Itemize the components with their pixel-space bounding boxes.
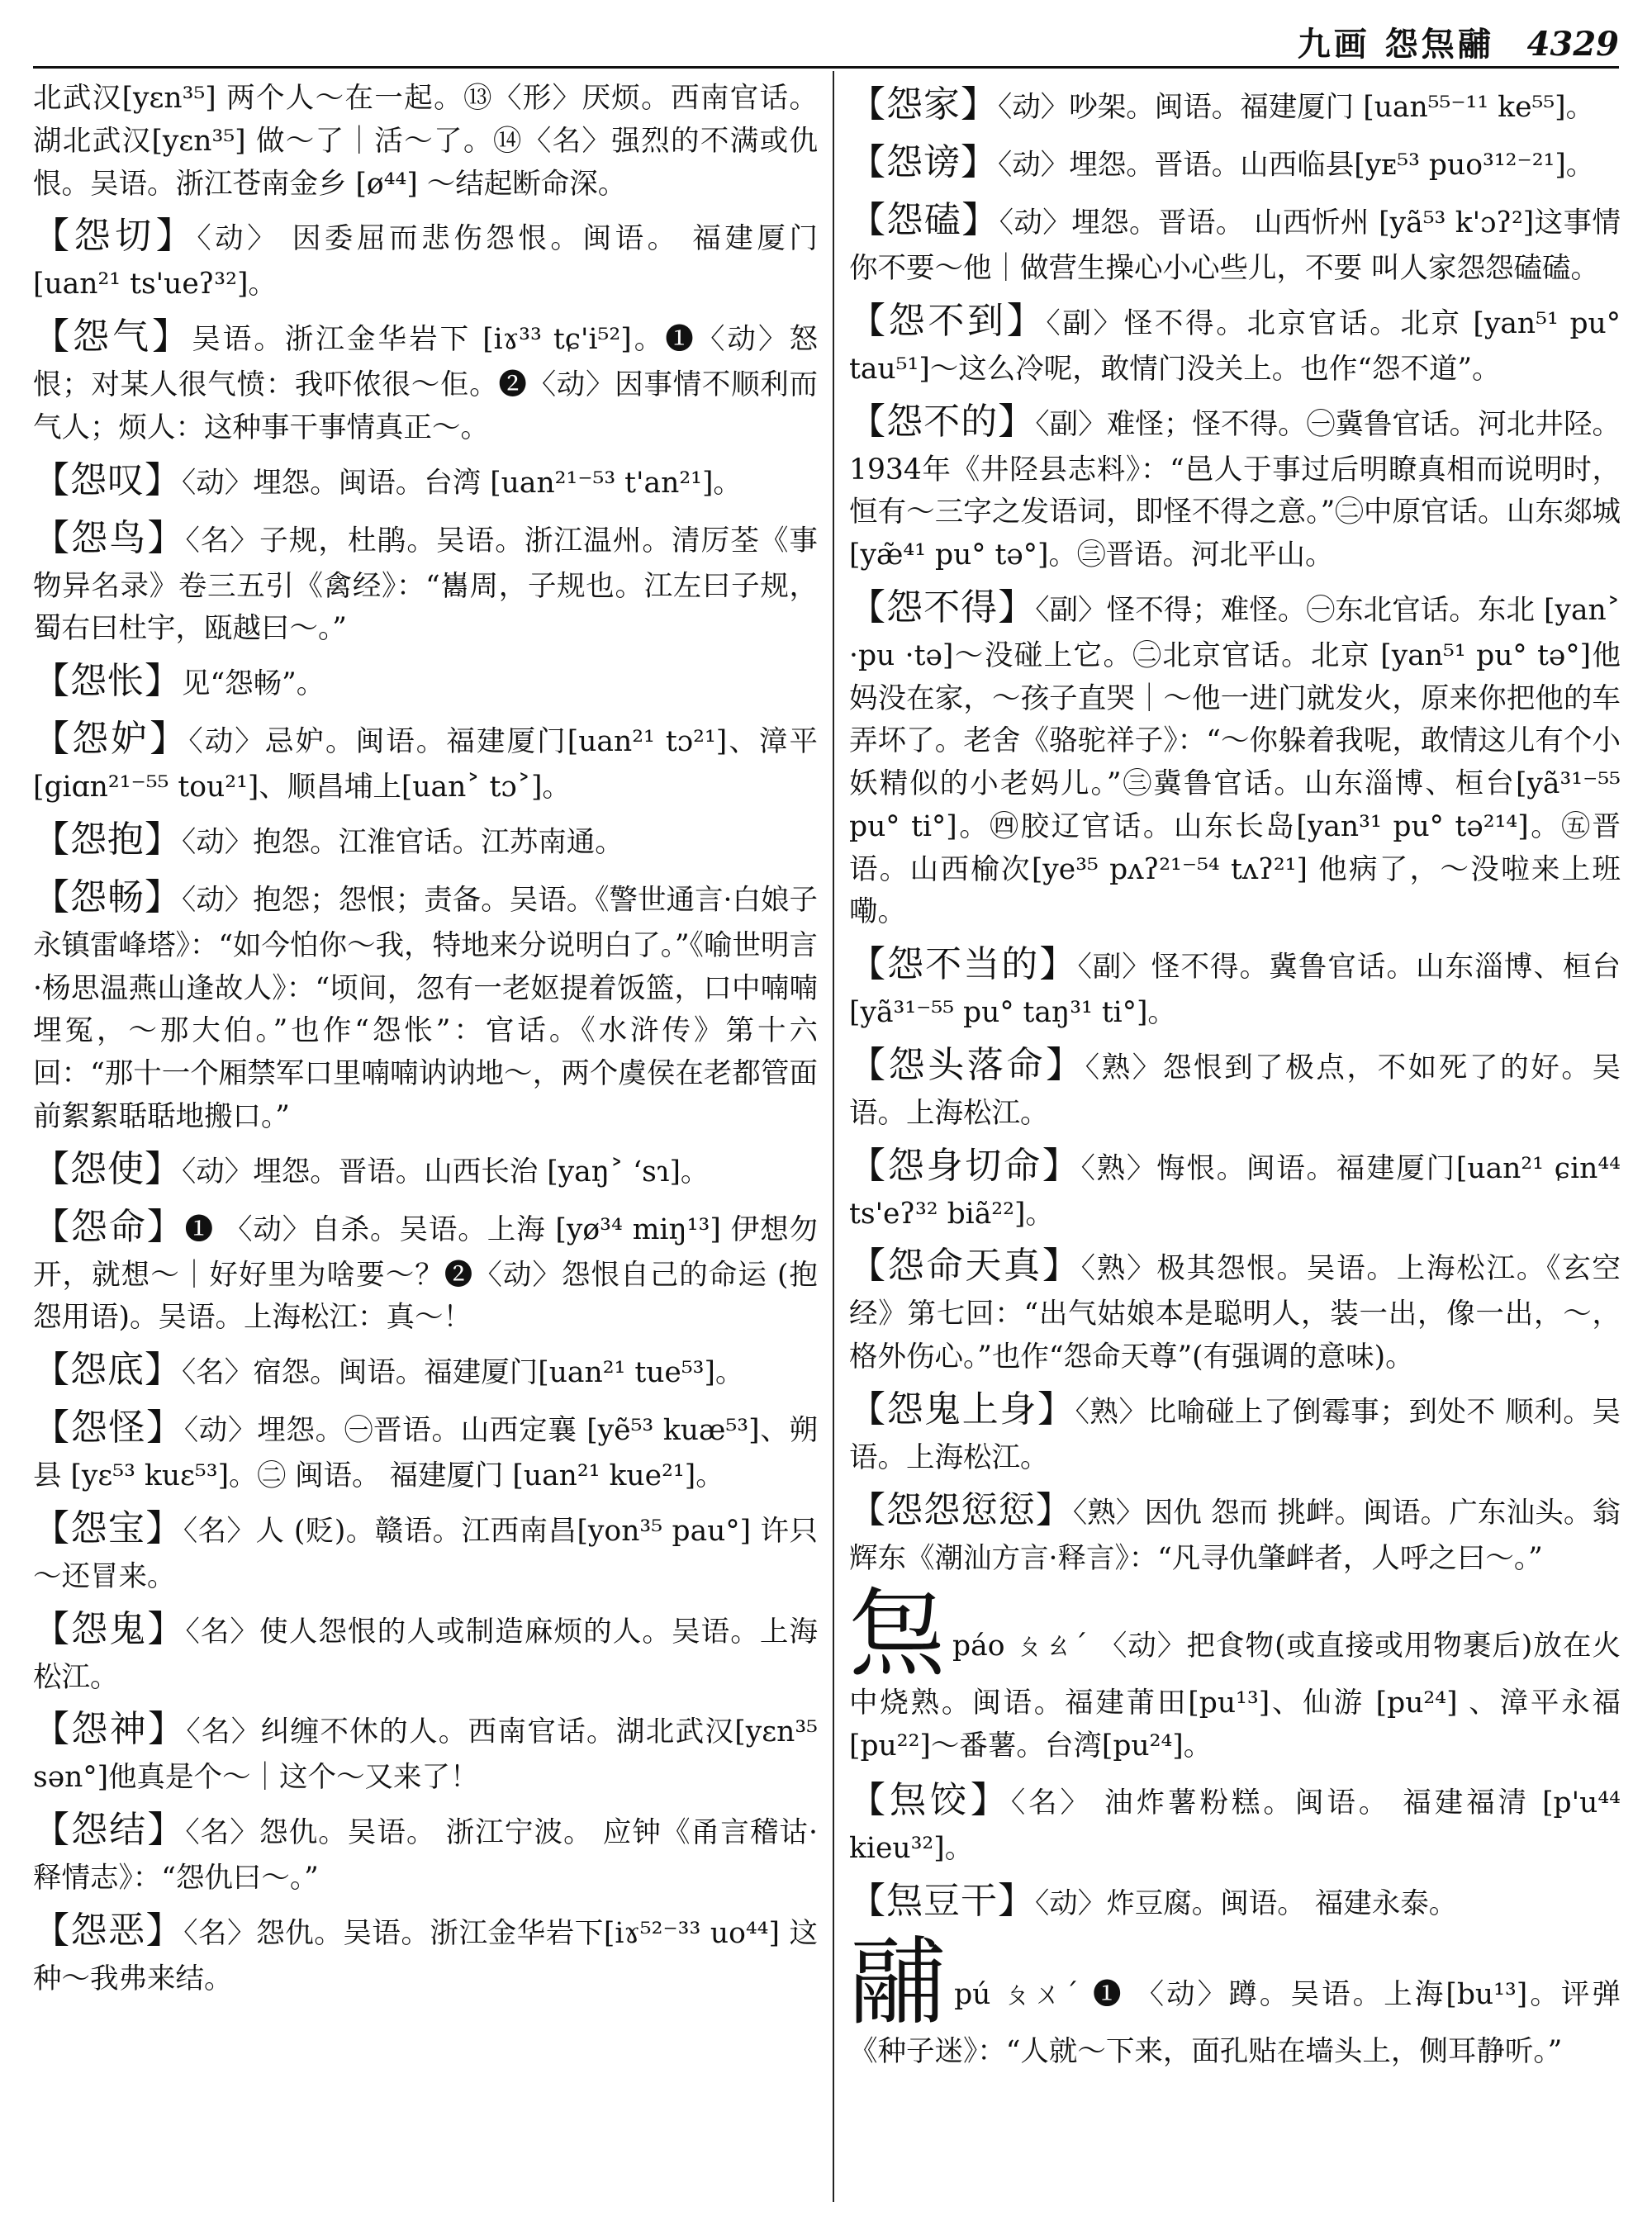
entry-headword: 【炰豆干】: [849, 1879, 1035, 1922]
entry-headword: 【怨命】: [33, 1205, 185, 1248]
entry-headword: 【怨结】: [33, 1809, 186, 1851]
entry-text: 见“怨畅”。: [182, 667, 325, 700]
section-title: 九画 怨炰鬴: [1297, 26, 1494, 64]
dictionary-entry: [849, 1383, 1621, 1480]
entry-headword: 【怨怪】: [33, 1407, 184, 1449]
entry-text: 〈动〉埋怨。闽语。台湾 [uan²¹⁻⁵³ t'an²¹]。: [182, 466, 742, 500]
entry-text: 〈名〉宿怨。闽语。福建厦门[uan²¹ tue⁵³]。: [182, 1356, 744, 1389]
entry-headword: 【怨恶】: [33, 1909, 184, 1952]
entry-text: 〈动〉忌妒。闽语。福建厦门[uan²¹ tɔ²¹]、漳平 [giɑn²¹⁻⁵⁵ tou²¹]、顺昌埔上[uan˃ tɔ˃]。: [33, 725, 819, 804]
entry-text: 〈名〉 油炸薯粉糕。闽语。 福建福清 [p'u⁴⁴ kieu³²]。: [849, 1786, 1621, 1865]
header-rule: [33, 66, 1619, 69]
dictionary-entry: [849, 1139, 1621, 1236]
dictionary-entry: [849, 1874, 1621, 1929]
entry-headword: 【怨不得】: [849, 586, 1036, 629]
left-column: [33, 78, 818, 2005]
entry-headword: 【怨家】: [849, 83, 998, 126]
entry-text: 〈动〉埋怨。晋语。山西长治 [yaŋ˃ ‘sɿ]。: [182, 1155, 710, 1189]
entry-text: 〈动〉埋怨。㊀晋语。山西定襄 [yẽ⁵³ kuæ⁵³]、朔县 [yɛ⁵³ kuɛ⁵³]。㊁ 闽语。 福建厦门 [uan²¹ kue²¹]。: [33, 1414, 818, 1492]
entry-headword: 【怨谤】: [849, 141, 998, 183]
dictionary-entry: [849, 395, 1621, 577]
dictionary-entry: [33, 511, 818, 652]
entry-text: 〈动〉吵架。闽语。福建厦门 [uan⁵⁵⁻¹¹ ke⁵⁵]。: [998, 91, 1595, 124]
dictionary-entry: [849, 135, 1621, 190]
entry-headword: 【怨畅】: [33, 875, 183, 918]
entry-text: 〈副〉难怪；怪不得。㊀冀鲁官话。河北井陉。1934年《井陉县志料》：“邑人于事过后明瞭真相而说明时，恒有～三字之发语词，即怪不得之意。”㊁中原官话。山东郯城[yæ̃⁴¹ pu° tə°]。㊂晋语。河北平山。: [849, 407, 1621, 572]
entry-headword: 【怨气】: [33, 316, 192, 358]
entry-text: 〈熟〉比喻碰上了倒霉事；到处不 顺利。吴语。上海松江。: [849, 1395, 1621, 1474]
entry-headword: 【怨妒】: [33, 718, 189, 760]
dictionary-entry: [849, 1239, 1621, 1379]
dictionary-entry: [33, 654, 818, 709]
entry-headword: 【怨抱】: [33, 818, 182, 861]
entry-headword: 【怨底】: [33, 1349, 182, 1391]
head-character: 炰: [849, 1578, 947, 1691]
entry-headword: 【怨不的】: [849, 400, 1036, 443]
dictionary-entry: [849, 1773, 1621, 1871]
dictionary-entry: [849, 937, 1621, 1035]
dictionary-entry: [33, 1142, 818, 1197]
entry-text: páo ㄆㄠˊ 〈动〉把食物(或直接或用物裹后)放在火中烧熟。闽语。福建莆田[pu¹³]、仙游 [pu²⁴] 、漳平永福[pu²²]～番薯。台湾[pu²⁴]。: [849, 1630, 1621, 1763]
page-header: [33, 18, 1619, 64]
entry-headword: 【怨鬼】: [33, 1607, 186, 1650]
entry-headword: 【怨叹】: [33, 458, 182, 501]
entry-headword: 【怨不当的】: [849, 943, 1078, 985]
entry-text: pú ㄆㄨˊ ❶ 〈动〉蹲。吴语。上海[bu¹³]。评弹《种子迷》：“人就～下来，面孔贴在墙头上，侧耳静听。”: [849, 1977, 1621, 2068]
entry-headword: 【炰饺】: [849, 1778, 1011, 1821]
entry-headword: 【怨鬼上身】: [849, 1388, 1075, 1431]
entry-headword: 【怨怨愆愆】: [849, 1488, 1073, 1531]
entry-text: 〈熟〉极其怨恨。吴语。上海松江。《玄空经》第七回：“出气姑娘本是聪明人，装一出，像一出，～，格外伤心。”也作“怨命天尊”(有强调的意味)。: [849, 1252, 1621, 1374]
right-column: [849, 78, 1621, 2078]
entry-headword: 【怨鸟】: [33, 516, 186, 559]
dictionary-entry: [33, 209, 818, 306]
dictionary-entry: [33, 1502, 818, 1599]
entry-text: 吴语。浙江金华岩下 [iɤ³³ tɕ'i⁵²]。❶〈动〉怒恨；对某人很气愤：我吓侬很～佢。❷〈动〉因事情不顺利而气人；烦人：这种事干事情真正～。: [33, 323, 818, 444]
head-character: 鬴: [849, 1926, 948, 2038]
entry-text: 〈名〉怨仇。吴语。浙江金华岩下[iɤ⁵²⁻³³ uo⁴⁴] 这种～我弗来结。: [33, 1916, 818, 1995]
entry-text: 〈动〉 因委屈而悲伤怨恨。闽语。 福建厦门 [uan²¹ ts'ueʔ³²]。: [33, 222, 819, 301]
entry-text: 〈熟〉因仇 怨而 挑衅。闽语。广东汕头。翁辉东《潮汕方言·释言》：“凡寻仇肇衅者，人呼之曰～。”: [849, 1496, 1621, 1575]
entry-text: 北武汉[yɛn³⁵] 两个人～在一起。⑬〈形〉厌烦。西南官话。湖北武汉[yɛn³⁵] 做～了｜活～了。⑭〈名〉强烈的不满或仇恨。吴语。浙江苍南金乡 [ø⁴⁴] ～结起断命深。: [33, 82, 818, 201]
entry-text: 〈名〉纠缠不休的人。西南官话。湖北武汉[yɛn³⁵ sən°]他真是个～｜这个～又来了！: [33, 1715, 819, 1795]
entry-text: 〈名〉怨仇。吴语。 浙江宁波。 应钟《甬言稽诂·释情志》：“怨仇曰～。”: [33, 1816, 818, 1895]
entry-headword: 【怨命天真】: [849, 1245, 1081, 1288]
entry-headword: 【怨磕】: [849, 199, 999, 241]
dictionary-entry: [849, 1483, 1621, 1581]
entry-headword: 【怨使】: [33, 1147, 182, 1190]
entry-text: 〈动〉埋怨。晋语。 山西忻州 [yã⁵³ k'ɔʔ²]这事情你不要～他｜做营生操心小心些儿，不要 叫人家怨怨磕磕。: [849, 206, 1621, 285]
entry-text: 〈名〉人 (贬)。赣语。江西南昌[yon³⁵ pau°] 许只～还冒来。: [33, 1514, 818, 1593]
dictionary-entry: [33, 1803, 818, 1900]
entry-headword: 【怨宝】: [33, 1506, 183, 1549]
column-divider: [833, 71, 834, 2202]
dictionary-entry: [33, 813, 818, 867]
entry-headword: 【怨切】: [33, 215, 197, 258]
entry-text: ❶ 〈动〉自杀。吴语。上海 [yø³⁴ miŋ¹³] 伊想勿开，就想～｜好好里为啥要～？❷〈动〉怨恨自己的命运 (抱怨用语)。吴语。上海松江：真～！: [33, 1212, 818, 1335]
entry-text: 〈动〉埋怨。晋语。山西临县[yᴇ⁵³ puo³¹²⁻²¹]。: [998, 149, 1595, 182]
dictionary-entry: [33, 78, 818, 206]
dictionary-entry: [33, 1702, 818, 1800]
entry-text: 〈名〉子规，杜鹃。吴语。浙江温州。清厉荃《事物异名录》卷三五引《禽经》：“巂周，子规也。江左曰子规，蜀右曰杜宇，瓯越曰～。”: [33, 524, 819, 646]
dictionary-entry: [33, 1343, 818, 1397]
dictionary-entry: [849, 78, 1621, 132]
entry-text: 〈动〉抱怨。江淮官话。江苏南通。: [182, 825, 624, 859]
dictionary-entry: [33, 1401, 818, 1498]
dictionary-entry: [33, 871, 818, 1139]
entry-text: 〈副〉怪不得；难怪。㊀东北官话。东北 [yan˃ ·pu ·tə]～没碰上它。㊁北京官话。北京 [yan⁵¹ pu° tə°]他妈没在家，～孩子直哭｜～他一进门就发火，原来你把他的车弄坏了。老舍《骆驼祥子》：“～你躲着我呢，敢情这儿有个小妖精似的小老妈儿。”㊂冀鲁官话。山东淄博、桓台[yã³¹⁻⁵⁵ pu° ti°]。㊃胶辽官话。山东长岛[yan³¹ pu° tə²¹⁴]。㊄晋语。山西榆次[ye³⁵ pʌʔ²¹⁻⁵⁴ tʌʔ²¹] 他病了，～没啦来上班嘞。: [849, 593, 1621, 929]
character-entry: [849, 1578, 1621, 1768]
dictionary-entry: [33, 712, 818, 809]
dictionary-entry: [849, 581, 1621, 934]
entry-text: 〈熟〉怨恨到了极点，不如死了的好。吴语。上海松江。: [849, 1051, 1621, 1130]
entry-headword: 【怨神】: [33, 1708, 187, 1751]
entry-text: 〈名〉使人怨恨的人或制造麻烦的人。吴语。上海松江。: [33, 1615, 819, 1694]
entry-text: 〈动〉炸豆腐。闽语。 福建永泰。: [1035, 1886, 1458, 1920]
dictionary-entry: [849, 1038, 1621, 1136]
entry-headword: 【怨不到】: [849, 299, 1047, 342]
page-number: 4329: [1526, 25, 1619, 64]
dictionary-entry: [33, 1200, 818, 1340]
entry-headword: 【怨怅】: [33, 660, 182, 702]
entry-text: 〈动〉抱怨；怨恨；责备。吴语。《警世通言·白娘子永镇雷峰塔》：“如今怕你～我，特地来分说明白了。”《喻世明言·杨思温燕山逢故人》：“顷间，忽有一老妪提着饭篮，口中喃喃埋冤，～那大伯。”也作“怨怅”：官话。《水浒传》第十六回：“那十一个厢禁军口里喃喃讷讷地～，两个虞侯在老都管面前絮絮聒聒地搬口。”: [33, 883, 819, 1133]
dictionary-entry: [33, 310, 818, 450]
dictionary-entry: [33, 453, 818, 508]
entry-text: 〈副〉怪不得。北京官话。北京 [yan⁵¹ pu° tau⁵¹]～这么冷呢，敢情门没关上。也作“怨不道”。: [849, 306, 1621, 386]
dictionary-entry: [849, 193, 1621, 291]
entry-headword: 【怨头落命】: [849, 1043, 1085, 1086]
dictionary-entry: [33, 1602, 818, 1700]
entry-text: 〈熟〉悔恨。闽语。福建厦门[uan²¹ ɕin⁴⁴ ts'eʔ³² biã²²]。: [849, 1151, 1621, 1231]
dictionary-entry: [33, 1904, 818, 2001]
entry-headword: 【怨身切命】: [849, 1144, 1081, 1187]
entry-text: 〈副〉怪不得。冀鲁官话。山东淄博、桓台 [yã³¹⁻⁵⁵ pu° taŋ³¹ ti°]。: [849, 951, 1621, 1029]
dictionary-entry: [849, 294, 1621, 391]
character-entry: [849, 1926, 1621, 2074]
